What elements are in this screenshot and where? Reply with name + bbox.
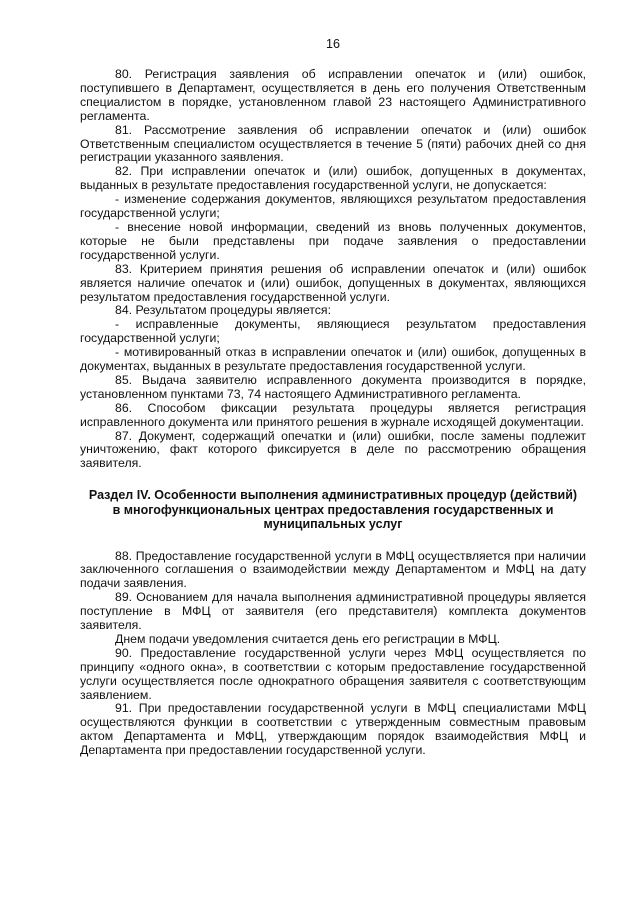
paragraphs-before <box>80 68 586 471</box>
paragraph-89: 89. Основанием для начала выполнения административной процедуры является поступление в МФЦ от заявителя (его представителя) комплекта документов заявителя. <box>80 590 586 633</box>
paragraphs-after <box>80 550 586 759</box>
list-item: - исправленные документы, являющиеся результатом предоставления государственной услуги; <box>80 317 586 346</box>
paragraph-87: 87. Документ, содержащий опечатки и (или) ошибки, после замены подлежит уничтожению, факт которого фиксируется в деле по рассмотрению обращения заявителя. <box>80 428 586 471</box>
list-item: - мотивированный отказ в исправлении опечаток и (или) ошибок, допущенных в документах, выданных в результате предоставления государственной услуги. <box>80 345 586 374</box>
section-title: Раздел IV. Особенности выполнения административных процедур (действий) в многофункциональных центрах предоставления государственных и муниципальных услуг <box>88 488 578 532</box>
paragraph-81: 81. Рассмотрение заявления об исправлении опечаток и (или) ошибок Ответственным специалистом осуществляется в течение 5 (пяти) рабочих дней со дня регистрации указанного заявления. <box>80 122 586 165</box>
paragraph-82: 82. При исправлении опечаток и (или) ошибок, допущенных в документах, выданных в результате предоставления государственной услуги, не допускается: <box>80 164 586 193</box>
list-item: - изменение содержания документов, являющихся результатом предоставления государственной услуги; <box>80 192 586 221</box>
paragraph-84: 84. Результатом процедуры является: <box>115 303 331 318</box>
list-item: - внесение новой информации, сведений из вновь полученных документов, которые не были представлены при подаче заявления о предоставлении государственной услуги. <box>80 219 586 262</box>
paragraph-85: 85. Выдача заявителю исправленного документа производится в порядке, установленном пунктами 73, 74 настоящего Административного регламента. <box>80 372 586 401</box>
paragraph-88: 88. Предоставление государственной услуги в МФЦ осуществляется при наличии заключенного соглашения о взаимодействии между Департаментом и МФЦ на дату подачи заявления. <box>80 548 586 591</box>
paragraph-91: 91. При предоставлении государственной услуги в МФЦ специалистами МФЦ осуществляются функции в соответствии с утвержденным совместным правовым актом Департамента и МФЦ, утверждающим порядок взаимодействия МФЦ и Департамента при предоставлении государственной услуги. <box>80 701 586 758</box>
paragraph-90: 90. Предоставление государственной услуги через МФЦ осуществляется по принципу «одного окна», в соответствии с которым предоставление государственной услуги осуществляется после однократного обращения заявителя с соответствующим заявлением. <box>80 645 586 702</box>
paragraph-89-note: Днем подачи уведомления считается день его регистрации в МФЦ. <box>115 631 501 646</box>
paragraph-86: 86. Способом фиксации результата процедуры является регистрация исправленного документа или принятого решения в журнале исходящей документации. <box>80 400 586 429</box>
page-number: 16 <box>326 37 340 51</box>
paragraph-83: 83. Критерием принятия решения об исправлении опечаток и (или) ошибок является наличие опечаток и (или) ошибок, допущенных в документах, являющихся результатом предоставления государственной услуги. <box>80 261 586 304</box>
paragraph-80: 80. Регистрация заявления об исправлении опечаток и (или) ошибок, поступившего в Департамент, осуществляется в день его получения Ответственным специалистом в порядке, установленном главой 23 настоящего Административного регламента. <box>80 67 586 123</box>
